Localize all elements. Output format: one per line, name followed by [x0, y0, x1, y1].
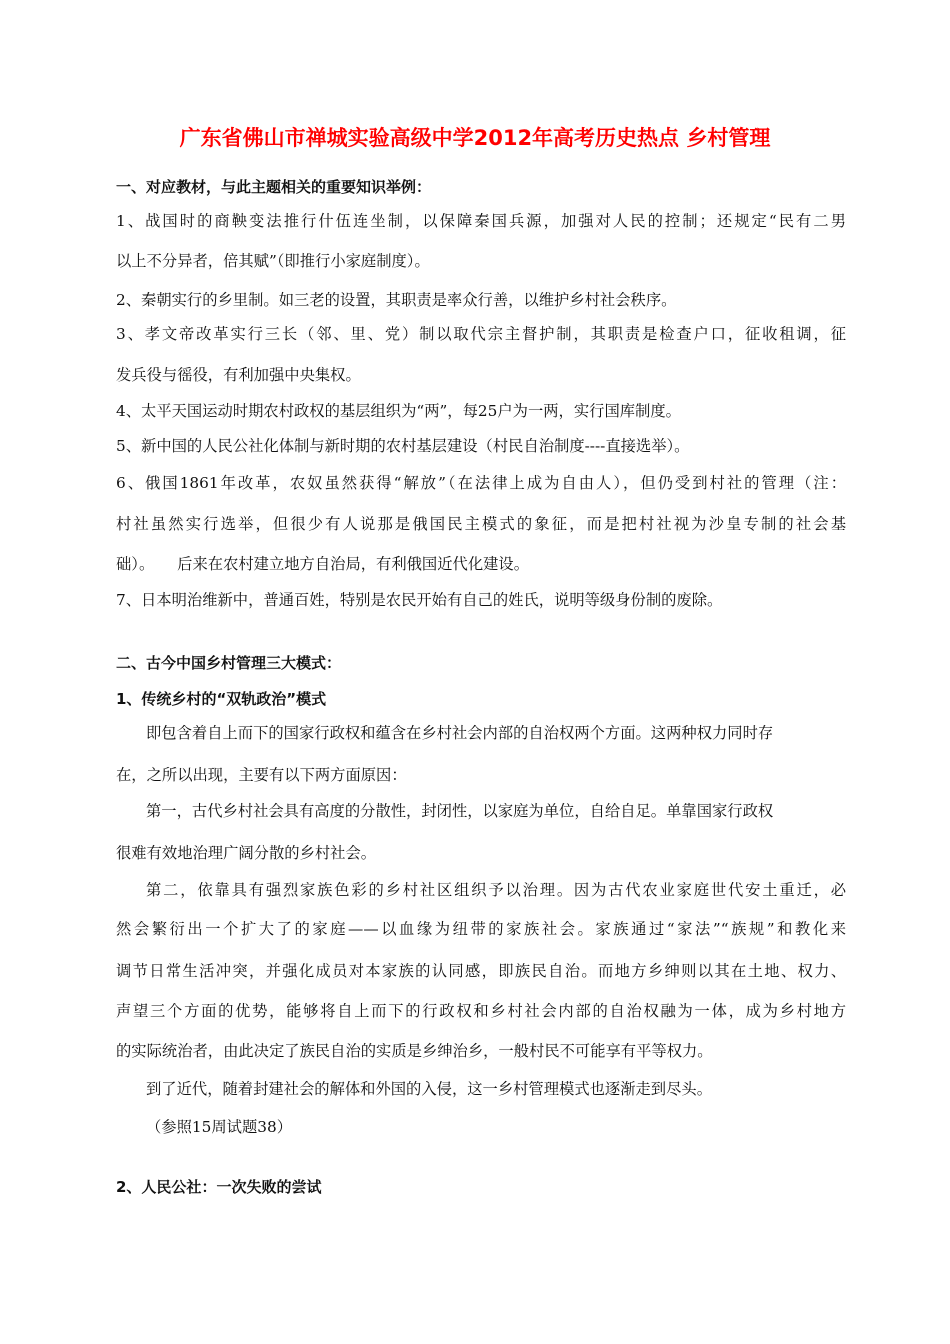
paragraph-line: 6、俄国1861年改革，农奴虽然获得“解放”（在法律上成为自由人），但仍受到村社的管理（注：: [116, 474, 846, 492]
paragraph-line: 然会繁衍出一个扩大了的家庭——以血缘为纽带的家族社会。家族通过“家法”“族规”和教化来: [116, 920, 846, 938]
paragraph-line: 在，之所以出现，主要有以下两方面原因：: [116, 766, 407, 784]
paragraph-line: 4、太平天国运动时期农村政权的基层组织为“两”，每25户为一两，实行国库制度。: [116, 402, 681, 420]
paragraph-line: 发兵役与徭役，有利加强中央集权。: [116, 366, 361, 384]
paragraph-line: 础）。 后来在农村建立地方自治局，有利俄国近代化建设。: [116, 555, 530, 573]
paragraph-line: 的实际统治者，由此决定了族民自治的实质是乡绅治乡，一般村民不可能享有平等权力。: [116, 1042, 713, 1060]
paragraph-line: 到了近代，随着封建社会的解体和外国的入侵，这一乡村管理模式也逐渐走到尽头。: [146, 1080, 712, 1098]
paragraph-line: 很难有效地治理广阔分散的乡村社会。: [116, 844, 377, 862]
paragraph-line: 3、孝文帝改革实行三长（邻、里、党）制以取代宗主督护制，其职责是检查户口，征收租调，征: [116, 325, 846, 343]
subsection-heading: 2、人民公社：一次失败的尝试: [116, 1178, 322, 1196]
paragraph-line: 第二，依靠具有强烈家族色彩的乡村社区组织予以治理。因为古代农业家庭世代安土重迁，必: [146, 881, 846, 899]
paragraph-line: 即包含着自上而下的国家行政权和蕴含在乡村社会内部的自治权两个方面。这两种权力同时存: [146, 724, 774, 742]
subsection-heading: 1、传统乡村的“双轨政治”模式: [116, 690, 327, 708]
paragraph-line: 声望三个方面的优势，能够将自上而下的行政权和乡村社会内部的自治权融为一体，成为乡村地方: [116, 1002, 846, 1020]
section2-heading: 二、古今中国乡村管理三大模式：: [116, 654, 342, 672]
paragraph-line: 2、秦朝实行的乡里制。如三老的设置，其职责是率众行善，以维护乡村社会秩序。: [116, 291, 677, 309]
paragraph-line: （参照15周试题38）: [146, 1118, 293, 1136]
paragraph-line: 7、日本明治维新中，普通百姓，特别是农民开始有自己的姓氏，说明等级身份制的废除。: [116, 591, 723, 609]
section1-heading: 一、对应教材，与此主题相关的重要知识举例：: [116, 178, 432, 196]
paragraph-line: 1、战国时的商鞅变法推行什伍连坐制，以保障秦国兵源，加强对人民的控制；还规定“民有二男: [116, 212, 846, 230]
paragraph-line: 村社虽然实行选举，但很少有人说那是俄国民主模式的象征，而是把村社视为沙皇专制的社会基: [116, 515, 846, 533]
page-title: 广东省佛山市禅城实验高级中学2012年高考历史热点 乡村管理: [179, 126, 771, 150]
paragraph-line: 第一，古代乡村社会具有高度的分散性，封闭性，以家庭为单位，自给自足。单靠国家行政权: [146, 802, 774, 820]
paragraph-line: 调节日常生活冲突，并强化成员对本家族的认同感，即族民自治。而地方乡绅则以其在土地、权力、: [116, 962, 846, 980]
paragraph-line: 以上不分异者，倍其赋”（即推行小家庭制度）。: [116, 252, 430, 270]
paragraph-line: 5、新中国的人民公社化体制与新时期的农村基层建设（村民自治制度----直接选举）。: [116, 437, 690, 455]
